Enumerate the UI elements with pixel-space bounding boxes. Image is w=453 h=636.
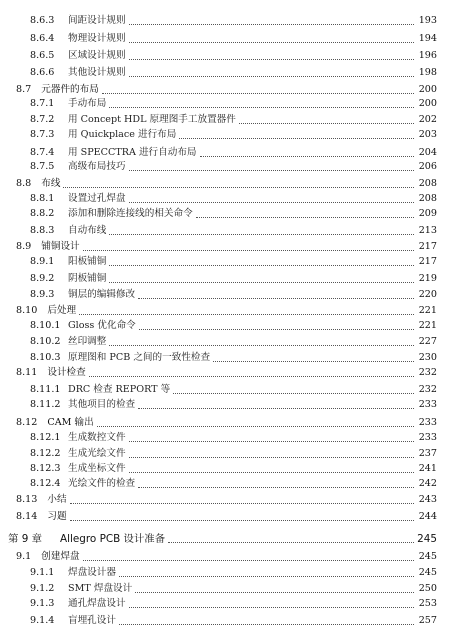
toc-entry-number: 8.9.3: [30, 289, 55, 300]
toc-entry-title: 盲埋孔设计: [68, 615, 116, 626]
toc-entry-number: 8.6.3: [30, 15, 55, 26]
toc-entry-number: 8.7.3: [30, 129, 55, 140]
toc-entry-page: 200: [418, 84, 437, 95]
toc-entry-title: Allegro PCB 设计准备: [60, 533, 166, 545]
toc-entry-number: 8.9: [16, 241, 32, 252]
toc-entry-page: 194: [418, 33, 437, 44]
toc-entry[interactable]: [0, 47, 453, 65]
dot-leader: [89, 376, 414, 377]
dot-leader: [129, 457, 414, 458]
toc-entry-number: 第 9 章: [8, 533, 42, 545]
toc-entry-number: 8.7.4: [30, 147, 55, 158]
dot-leader: [129, 24, 414, 25]
toc-entry-number: 8.7.1: [30, 98, 55, 109]
dot-leader: [97, 426, 414, 427]
toc-entry-page: 208: [418, 193, 437, 204]
toc-entry-page: 193: [418, 15, 437, 26]
toc-entry-number: 8.12.2: [30, 448, 61, 459]
toc-entry-title: 设置过孔焊盘: [68, 193, 126, 204]
toc-entry-page: 253: [418, 598, 437, 609]
toc-entry-number: 9.1.3: [30, 598, 55, 609]
toc-entry-title: 高级布局技巧: [68, 161, 126, 172]
toc-entry-page: 217: [418, 241, 437, 252]
toc-entry-page: 250: [418, 583, 437, 594]
toc-entry-number: 8.8.2: [30, 208, 55, 219]
toc-entry[interactable]: [0, 595, 453, 613]
toc-entry-title: 物理设计规则: [68, 33, 126, 44]
toc-entry-title: 生成光绘文件: [68, 448, 126, 459]
toc-entry[interactable]: [0, 491, 453, 509]
toc-entry-number: 8.10: [16, 305, 38, 316]
toc-entry-page: 232: [418, 384, 437, 395]
toc-entry[interactable]: [0, 158, 453, 176]
toc-entry-page: 213: [418, 225, 437, 236]
toc-entry-number: 9.1.1: [30, 567, 55, 578]
toc-entry-page: 217: [418, 256, 437, 267]
dot-leader: [83, 250, 414, 251]
dot-leader: [135, 592, 414, 593]
toc-entry-title: 手动布局: [68, 98, 107, 109]
toc-entry-title: 光绘文件的检查: [68, 478, 136, 489]
dot-leader: [129, 202, 414, 203]
dot-leader: [138, 298, 414, 299]
toc-entry-page: 200: [418, 98, 437, 109]
dot-leader: [239, 123, 414, 124]
toc-entry-title: DRC 检查 REPORT 等: [68, 384, 171, 395]
toc-entry-page: 204: [418, 147, 437, 158]
dot-leader: [109, 107, 414, 108]
toc-entry-number: 8.10.1: [30, 320, 61, 331]
toc-entry-page: 221: [418, 305, 437, 316]
toc-entry[interactable]: [0, 30, 453, 48]
dot-leader: [129, 42, 414, 43]
toc-entry-title: 用 SPECCTRA 进行自动布局: [68, 147, 197, 158]
toc-entry-number: 8.7.2: [30, 114, 55, 125]
toc-entry-title: 阴板铺铜: [68, 273, 107, 284]
dot-leader: [139, 329, 414, 330]
toc-entry-title: 习题: [47, 511, 67, 522]
toc-entry-number: 8.9.2: [30, 273, 55, 284]
toc-entry-title: SMT 焊盘设计: [68, 583, 133, 594]
toc-entry-title: 阳板铺铜: [68, 256, 107, 267]
toc-entry-page: 220: [418, 289, 437, 300]
dot-leader: [213, 361, 414, 362]
toc-entry-title: 小结: [47, 494, 67, 505]
toc-entry[interactable]: [0, 64, 453, 82]
toc-entry-page: 196: [418, 50, 437, 61]
dot-leader: [129, 607, 414, 608]
toc-entry-title: 后处理: [47, 305, 77, 316]
toc-entry-title: 其他设计规则: [68, 67, 126, 78]
toc-entry-page: 219: [418, 273, 437, 284]
toc-entry[interactable]: [0, 253, 453, 271]
toc-entry-title: 原理图和 PCB 之间的一致性检查: [68, 352, 211, 363]
toc-entry-number: 8.7: [16, 84, 32, 95]
dot-leader: [119, 624, 414, 625]
dot-leader: [138, 408, 414, 409]
toc-entry-page: 230: [418, 352, 437, 363]
toc-entry[interactable]: [0, 126, 453, 144]
toc-entry-number: 8.11: [16, 367, 38, 378]
dot-leader: [200, 156, 414, 157]
toc-entry-number: 8.8: [16, 178, 32, 189]
dot-leader: [138, 487, 414, 488]
toc-entry-number: 9.1: [16, 551, 32, 562]
dot-leader: [129, 441, 414, 442]
dot-leader: [196, 217, 414, 218]
dot-leader: [129, 59, 414, 60]
toc-entry-page: 202: [418, 114, 437, 125]
dot-leader: [70, 520, 414, 521]
toc-entry-number: 8.6.5: [30, 50, 55, 61]
toc-entry-title: 用 Concept HDL 原理图手工放置器件: [68, 114, 236, 125]
toc-entry-number: 8.10.2: [30, 336, 61, 347]
toc-entry-title: 用 Quickplace 进行布局: [68, 129, 177, 140]
toc-entry-page: 209: [418, 208, 437, 219]
dot-leader: [129, 472, 414, 473]
toc-entry-page: 232: [418, 367, 437, 378]
toc-entry-page: 244: [418, 511, 437, 522]
toc-entry-number: 8.8.1: [30, 193, 55, 204]
toc-entry-page: 233: [418, 399, 437, 410]
toc-entry-page: 221: [418, 320, 437, 331]
dot-leader: [102, 93, 414, 94]
toc-entry-page: 233: [418, 417, 437, 428]
toc-entry-title: 通孔焊盘设计: [68, 598, 126, 609]
toc-entry-page: 203: [418, 129, 437, 140]
toc-entry-number: 8.7.5: [30, 161, 55, 172]
toc-entry-title: 其他项目的检查: [68, 399, 136, 410]
dot-leader: [173, 393, 414, 394]
toc-entry-title: Gloss 优化命令: [68, 320, 136, 331]
toc-entry-title: 铺铜设计: [41, 241, 80, 252]
dot-leader: [70, 503, 414, 504]
toc-entry-title: 间距设计规则: [68, 15, 126, 26]
toc-entry[interactable]: [0, 530, 453, 548]
toc-entry-number: 8.12.3: [30, 463, 61, 474]
toc-entry[interactable]: [0, 205, 453, 223]
dot-leader: [109, 265, 414, 266]
toc-entry-page: 242: [418, 478, 437, 489]
dot-leader: [179, 138, 414, 139]
toc-entry-title: 元器件的布局: [41, 84, 99, 95]
toc-entry-number: 8.12: [16, 417, 38, 428]
toc-entry[interactable]: [0, 364, 453, 382]
dot-leader: [83, 560, 414, 561]
toc-entry-title: 生成数控文件: [68, 432, 126, 443]
dot-leader: [63, 187, 414, 188]
toc-entry-title: 丝印调整: [68, 336, 107, 347]
toc-entry-number: 8.6.6: [30, 67, 55, 78]
toc-entry-page: 208: [418, 178, 437, 189]
toc-entry-number: 8.6.4: [30, 33, 55, 44]
toc-entry-title: 设计检查: [47, 367, 86, 378]
toc-entry-title: 创建焊盘: [41, 551, 80, 562]
toc-entry-page: 245: [417, 533, 437, 545]
toc-entry-number: 8.9.1: [30, 256, 55, 267]
dot-leader: [109, 345, 414, 346]
toc-entry-title: 自动布线: [68, 225, 107, 236]
dot-leader: [168, 542, 414, 543]
dot-leader: [109, 282, 414, 283]
toc-entry-page: 241: [418, 463, 437, 474]
toc-entry-title: 生成坐标文件: [68, 463, 126, 474]
dot-leader: [109, 234, 414, 235]
toc-entry-page: 198: [418, 67, 437, 78]
toc-entry-page: 237: [418, 448, 437, 459]
toc-entry[interactable]: [0, 12, 453, 30]
dot-leader: [129, 76, 414, 77]
dot-leader: [79, 314, 414, 315]
toc-entry-number: 8.14: [16, 511, 38, 522]
toc-entry-number: 8.8.3: [30, 225, 55, 236]
toc-entry-page: 227: [418, 336, 437, 347]
toc-entry-number: 8.10.3: [30, 352, 61, 363]
toc-entry-page: 206: [418, 161, 437, 172]
toc-entry-title: 区域设计规则: [68, 50, 126, 61]
toc-entry[interactable]: [0, 612, 453, 630]
toc-entry-number: 9.1.4: [30, 615, 55, 626]
toc-entry[interactable]: [0, 396, 453, 414]
toc-entry-number: 8.12.1: [30, 432, 61, 443]
toc-entry-page: 233: [418, 432, 437, 443]
toc-entry-title: 焊盘设计器: [68, 567, 116, 578]
toc-entry-number: 8.13: [16, 494, 38, 505]
toc-entry-page: 243: [418, 494, 437, 505]
toc-entry-page: 257: [418, 615, 437, 626]
toc-entry-title: 布线: [41, 178, 61, 189]
toc-entry-page: 245: [418, 567, 437, 578]
toc-entry-number: 8.11.2: [30, 399, 61, 410]
dot-leader: [119, 576, 414, 577]
toc-entry-title: 铜层的编辑修改: [68, 289, 136, 300]
toc-entry[interactable]: [0, 508, 453, 526]
toc-entry-number: 9.1.2: [30, 583, 55, 594]
toc-entry-title: CAM 输出: [47, 417, 94, 428]
toc-entry-page: 245: [418, 551, 437, 562]
toc-entry-number: 8.11.1: [30, 384, 61, 395]
dot-leader: [129, 170, 414, 171]
toc-entry-title: 添加和删除连接线的相关命令: [68, 208, 193, 219]
toc-entry-number: 8.12.4: [30, 478, 61, 489]
